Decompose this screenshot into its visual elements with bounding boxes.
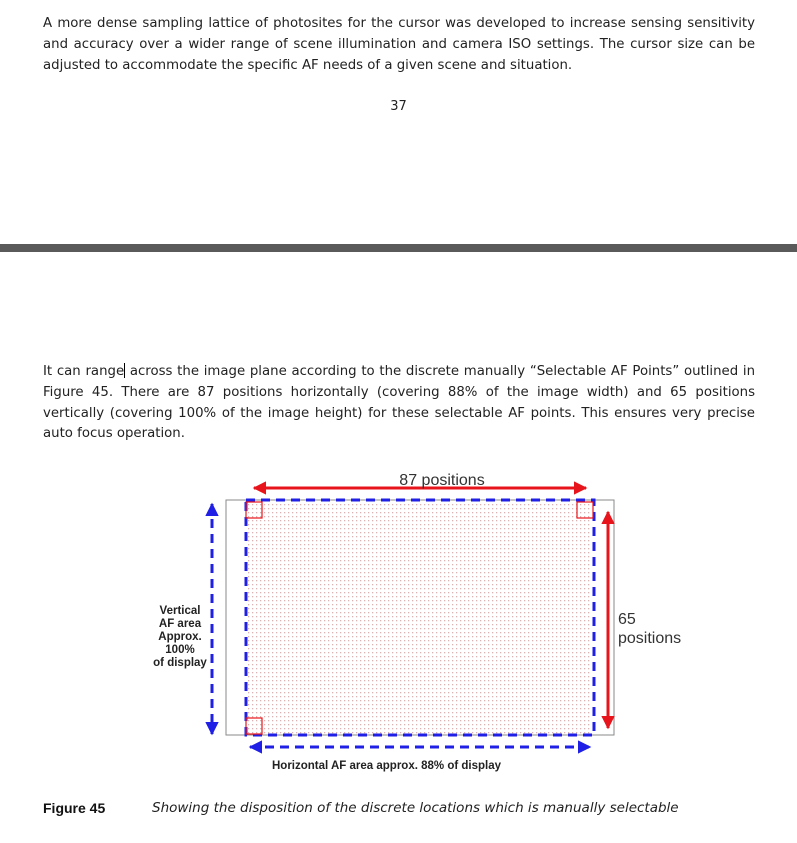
paragraph-bottom-rest: across the image plane according to the discrete manually “Selectable AF Points” outlined in Figure 45. There are 87 positions horizontally (covering 88% of the image width) and 65 positions vertically (covering 100% of the image height) for these selectable AF points. This ensures very precise auto focus operation. (43, 364, 755, 442)
page-number: 37 (390, 99, 407, 114)
page-break-divider (0, 244, 797, 252)
vertical-positions-label-word: positions (618, 630, 682, 647)
vertical-af-label-line-3: Approx. (158, 631, 202, 643)
paragraph-top: A more dense sampling lattice of photosites for the cursor was developed to increase sensing sensitivity and accuracy over a wider range of scene illumination and camera ISO settings. The cursor size can be adjusted to accommodate the specific AF needs of a given scene and situation. (43, 16, 755, 73)
figure-label: Figure 45 (43, 800, 106, 816)
vertical-af-label-line-4: 100% (165, 644, 195, 656)
horizontal-af-area-label: Horizontal AF area approx. 88% of display (272, 760, 501, 772)
vertical-af-label-line-1: Vertical (159, 605, 201, 617)
paragraph-bottom-start: It can range (43, 364, 125, 379)
horizontal-positions-label: 87 positions (399, 472, 485, 489)
vertical-af-label-line-5: of display (153, 657, 207, 669)
figure-caption: Showing the disposition of the discrete locations which is manually selectable (152, 800, 679, 816)
vertical-positions-label-number: 65 (618, 611, 636, 628)
af-point-grid (246, 502, 590, 734)
vertical-af-label-line-2: AF area (158, 618, 202, 630)
figure-45-diagram (0, 462, 797, 782)
paragraph-bottom (43, 362, 755, 445)
